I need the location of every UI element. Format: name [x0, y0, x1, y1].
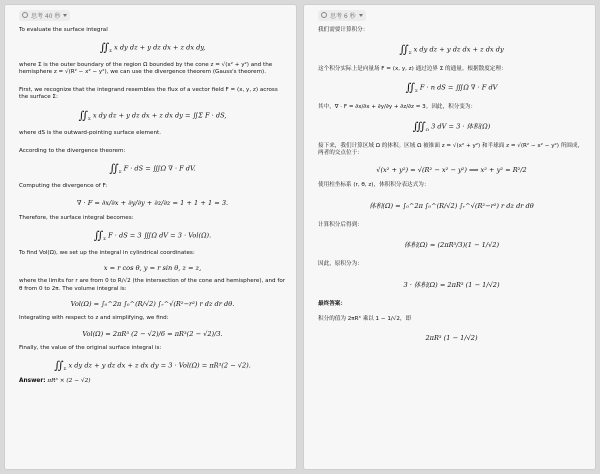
right-eq6: 体积(Ω) = (2πR³/3)(1 − 1/√2): [403, 241, 500, 250]
right-p4: 接下来，我们计算区域 Ω 的体积。区域 Ω 被锥面 z = √(x² + y²) 和半球面 z = √(R² − x² − y²) 所围成，两者的交点位于：: [318, 142, 584, 157]
left-p5: According to the divergence theorem:: [19, 147, 126, 154]
left-p7: Therefore, the surface integral becomes:: [19, 214, 134, 221]
left-panel-header: [19, 9, 286, 21]
right-eq7: 3 · 体积(Ω) = 2πR³ (1 − 1/√2): [403, 280, 500, 289]
chevron-down-icon: [63, 14, 67, 17]
left-p1: To evaluate the surface integral: [19, 27, 108, 33]
right-p8: 积分的值为 2πR³ 乘以 1 − 1/√2，即: [318, 316, 412, 323]
right-p7: 因此，原积分为：: [318, 261, 363, 268]
right-p1: 我们需要计算积分：: [318, 27, 369, 33]
left-eq9: $∬_\Sigma$ x dy dz + y dz dx + z dx dy = 3 · Vol(Ω) = πR³(2 − √2).: [54, 359, 251, 373]
left-eq5: $∬_\Sigma$ F · dS = 3 ∭Ω dV = 3 · Vol(Ω).: [93, 229, 212, 243]
left-thinking-toggle[interactable]: [19, 10, 70, 21]
right-eq2: $∬_\Sigma$ F · n dS = ∭Ω ∇ · F dV: [405, 81, 498, 95]
right-panel-header: [318, 9, 585, 21]
left-eq4: ∇ · F = ∂x/∂x + ∂y/∂y + ∂z/∂z = 1 + 1 + 1 = 3.: [76, 198, 229, 207]
left-p8: To find Vol(Ω), we set up the integral in cylindrical coordinates:: [19, 250, 195, 257]
left-eq2: $∬_\Sigma$ x dy dz + y dz dx + z dx dy = ∬Σ F · dS,: [78, 108, 227, 122]
left-eq6: x = r cos θ, y = r sin θ, z = z,: [103, 263, 202, 272]
right-p2: 这个积分实际上是向量场 F = (x, y, z) 通过边界 Σ 的通量。根据散度定理：: [318, 65, 507, 72]
right-eq3: $∭_\Omega$ 3 dV = 3 · 体积(Ω): [412, 119, 491, 133]
right-final-label: 最终答案：: [318, 300, 346, 307]
left-p3: First, we recognize that the integrand resembles the flux of a vector field F = (x, y, z) across the surface Σ:: [19, 86, 278, 101]
chevron-down-icon: [359, 14, 363, 17]
right-eq4: √(x² + y²) = √(R² − x² − y²) ⟹ x² + y² = R²/2: [376, 165, 527, 174]
right-p3: 其中，∇ · F = ∂x/∂x + ∂y/∂y + ∂z/∂z = 3。因此，积分变为：: [318, 104, 477, 111]
left-p9: where the limits for r are from 0 to R/√2 (the intersection of the cone and hemisphere), and for θ from 0 to 2π. The volume integral is:: [19, 277, 286, 292]
right-eq8: 2πR³ (1 − 1/√2): [425, 333, 478, 342]
left-answer: Answer: πR³ × (2 − √2): [19, 378, 91, 385]
left-p2: where Σ is the outer boundary of the region Ω bounded by the cone z = √(x² + y²) and the hemisphere z = √(R² − x² − y²), we can use the divergence theorem (Gauss's theorem).: [19, 61, 273, 76]
left-eq3: $∬_\Sigma$ F · dS = ∭Ω ∇ · F dV.: [109, 162, 196, 176]
left-response-panel: [4, 4, 297, 470]
right-p5: 使用柱坐标系 (r, θ, z)，体积积分表达式为：: [318, 181, 430, 188]
left-p10: Integrating with respect to z and simplifying, we find:: [19, 315, 169, 322]
thinking-icon: [22, 12, 28, 18]
right-thinking-label: 思考 6 秒: [330, 12, 356, 20]
right-response-panel: [303, 4, 596, 470]
left-p11: Finally, the value of the original surface integral is:: [19, 344, 162, 351]
right-eq1: $∬_\Sigma$ x dy dz + y dz dx + z dx dy: [399, 42, 504, 56]
left-eq1: $∬_\Sigma$ x dy dz + y dz dx + z dx dy,: [99, 40, 206, 54]
right-thinking-toggle[interactable]: [318, 10, 366, 21]
left-p4: where dS is the outward-pointing surface element.: [19, 129, 161, 136]
left-thinking-label: 思考 40 秒: [31, 12, 61, 20]
left-eq8: Vol(Ω) = 2πR³ (2 − √2)/6 = πR³(2 − √2)/3.: [82, 329, 223, 338]
left-p6: Computing the divergence of F:: [19, 183, 108, 190]
right-eq5: 体积(Ω) = ∫₀^2π ∫₀^(R/√2) ∫ᵣ^√(R²−r²) r dz dr dθ: [369, 201, 534, 210]
left-eq7: Vol(Ω) = ∫₀^2π ∫₀^(R/√2) ∫ᵣ^√(R²−r²) r dz dr dθ.: [70, 300, 235, 309]
thinking-icon: [321, 12, 327, 18]
right-p6: 计算积分后得到：: [318, 221, 363, 228]
